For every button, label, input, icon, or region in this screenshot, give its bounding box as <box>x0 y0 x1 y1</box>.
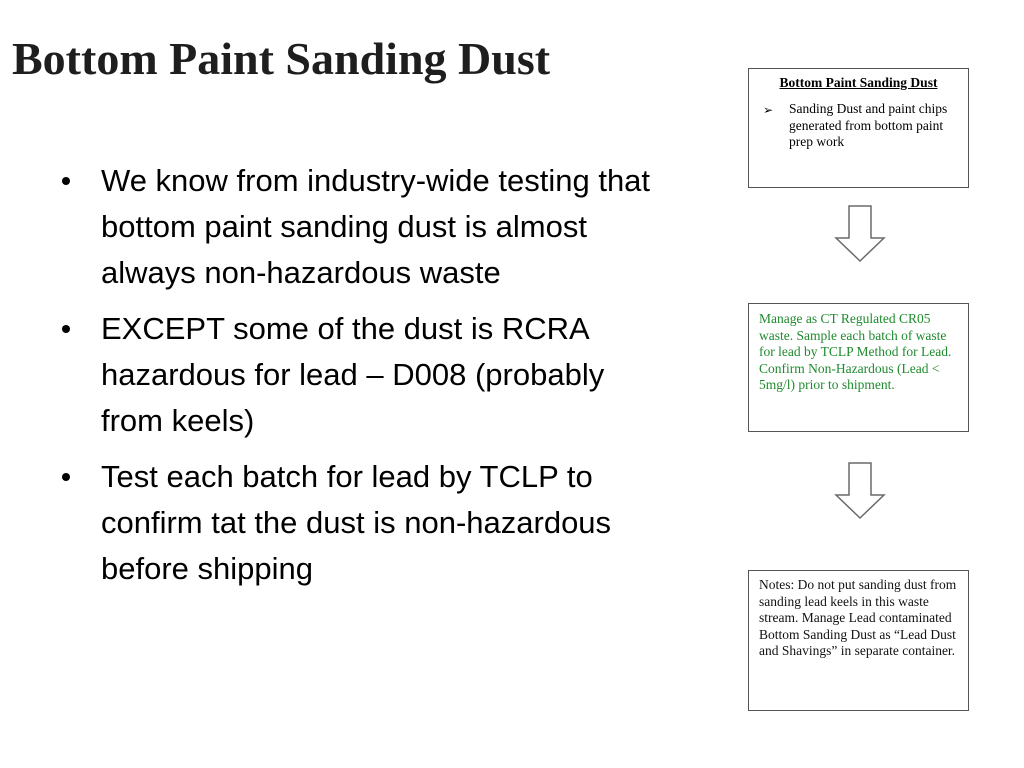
bullet-text: Test each batch for lead by TCLP to confirm tat the dust is non-hazardous before shipping <box>101 459 612 586</box>
arrowhead-bullet-icon: ➢ <box>763 103 774 117</box>
bullet-dot-icon <box>62 177 70 185</box>
bullet-item <box>56 454 666 592</box>
bullet-dot-icon <box>62 473 70 481</box>
hollow-down-arrow-icon <box>834 462 886 520</box>
bullet-text: EXCEPT some of the dust is RCRA hazardous for lead – D008 (probably from keels) <box>101 311 605 438</box>
flowchart-box-management <box>748 303 969 432</box>
flowchart-box-item <box>759 101 958 151</box>
bullet-text: We know from industry-wide testing that bottom paint sanding dust is almost always non-hazardous waste <box>101 163 651 290</box>
flowchart-box-notes <box>748 570 969 711</box>
flowchart-box-title: Bottom Paint Sanding Dust <box>779 75 938 90</box>
bullet-item <box>56 306 666 444</box>
bullet-item <box>56 158 666 296</box>
flowchart-box-text: Notes: Do not put sanding dust from sanding lead keels in this waste stream. Manage Lead contaminated Bottom Sanding Dust as “Lead Dust and Shavings” in separate container. <box>759 577 957 658</box>
slide-title: Bottom Paint Sanding Dust <box>12 33 551 84</box>
hollow-down-arrow-icon <box>834 205 886 263</box>
bullet-dot-icon <box>62 325 70 333</box>
bullet-list <box>56 158 666 602</box>
flowchart-box-text: Manage as CT Regulated CR05 waste. Sample each batch of waste for lead by TCLP Method for Lead. Confirm Non-Hazardous (Lead < 5mg/l) prior to shipment. <box>759 311 952 392</box>
flowchart-box-item-text: Sanding Dust and paint chips generated from bottom paint prep work <box>789 101 948 149</box>
flowchart-box-source <box>748 68 969 188</box>
